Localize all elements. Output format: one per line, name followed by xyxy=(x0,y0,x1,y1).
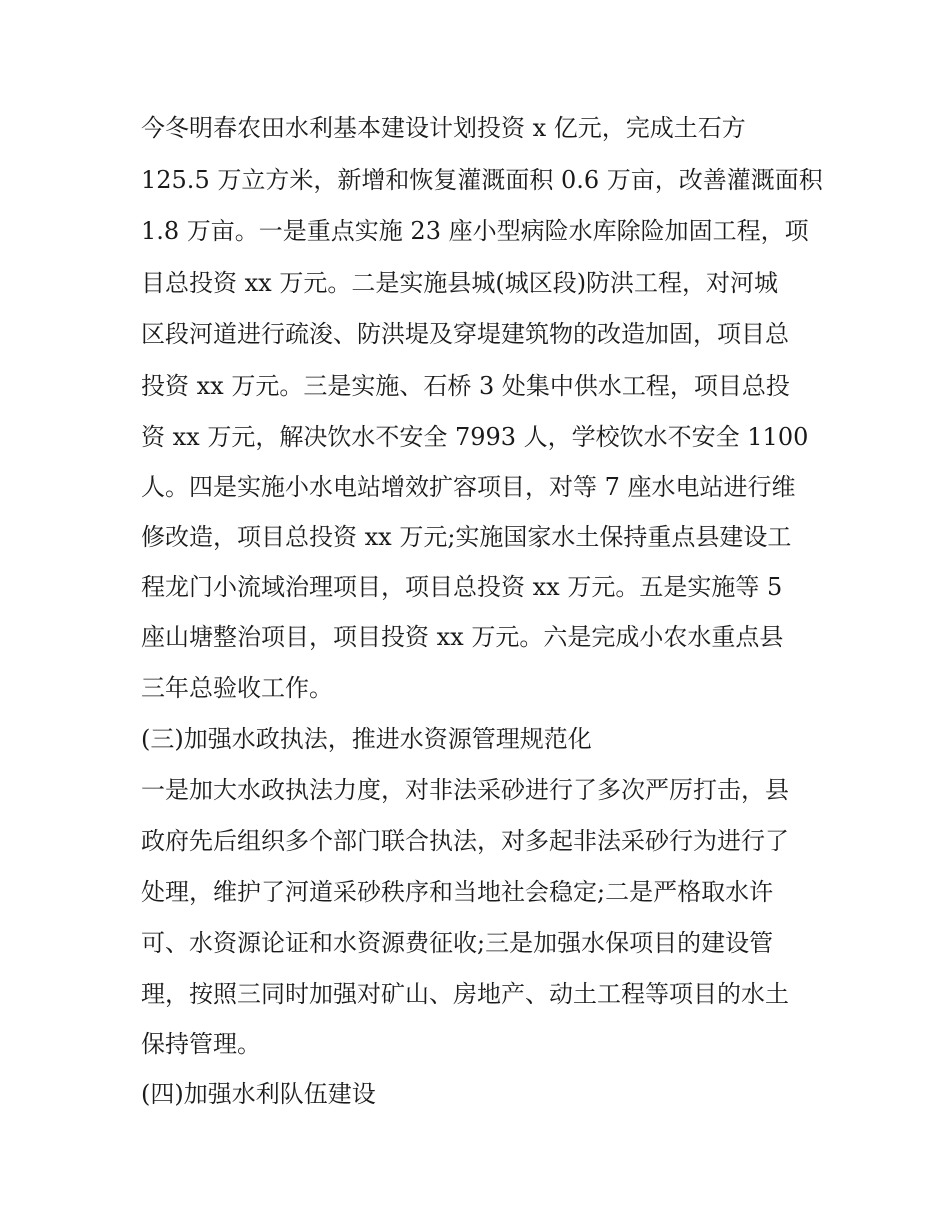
section-heading: (四)加强水利队伍建设 xyxy=(141,1080,376,1108)
paragraph-line: 125.5 万立方米，新增和恢复灌溉面积 0.6 万亩，改善灌溉面积 xyxy=(141,166,823,194)
paragraph-line: 三年总验收工作。 xyxy=(141,674,333,702)
paragraph-line: 程龙门小流域治理项目，项目总投资 xx 万元。五是实施等 5 xyxy=(141,573,783,601)
paragraph-line: 区段河道进行疏浚、防洪堤及穿堤建筑物的改造加固，项目总 xyxy=(141,320,789,348)
paragraph-line: 投资 xx 万元。三是实施、石桥 3 处集中供水工程，项目总投 xyxy=(141,372,790,400)
paragraph-line: 目总投资 xx 万元。二是实施县城(城区段)防洪工程，对河城 xyxy=(141,269,779,297)
paragraph-line: 理，按照三同时加强对矿山、房地产、动土工程等项目的水土 xyxy=(141,980,789,1008)
section-heading: (三)加强水政执法，推进水资源管理规范化 xyxy=(141,725,592,753)
paragraph-line: 可、水资源论证和水资源费征收;三是加强水保项目的建设管 xyxy=(141,929,774,957)
paragraph-line: 保持管理。 xyxy=(141,1030,261,1058)
paragraph-line: 座山塘整治项目，项目投资 xx 万元。六是完成小农水重点县 xyxy=(141,623,784,651)
paragraph-line: 今冬明春农田水利基本建设计划投资 x 亿元，完成土石方 xyxy=(141,114,746,142)
paragraph-line: 1.8 万亩。一是重点实施 23 座小型病险水库除险加固工程，项 xyxy=(141,217,809,245)
paragraph-line: 人。四是实施小水电站增效扩容项目，对等 7 座水电站进行维 xyxy=(141,473,796,501)
paragraph-line: 资 xx 万元，解决饮水不安全 7993 人，学校饮水不安全 1100 xyxy=(141,423,809,451)
paragraph-line: 一是加大水政执法力度，对非法采砂进行了多次严厉打击，县 xyxy=(141,776,789,804)
paragraph-line: 修改造，项目总投资 xx 万元;实施国家水土保持重点县建设工 xyxy=(141,523,792,551)
paragraph-line: 政府先后组织多个部门联合执法，对多起非法采砂行为进行了 xyxy=(141,827,789,855)
paragraph-line: 处理，维护了河道采砂秩序和当地社会稳定;二是严格取水许 xyxy=(141,878,774,906)
